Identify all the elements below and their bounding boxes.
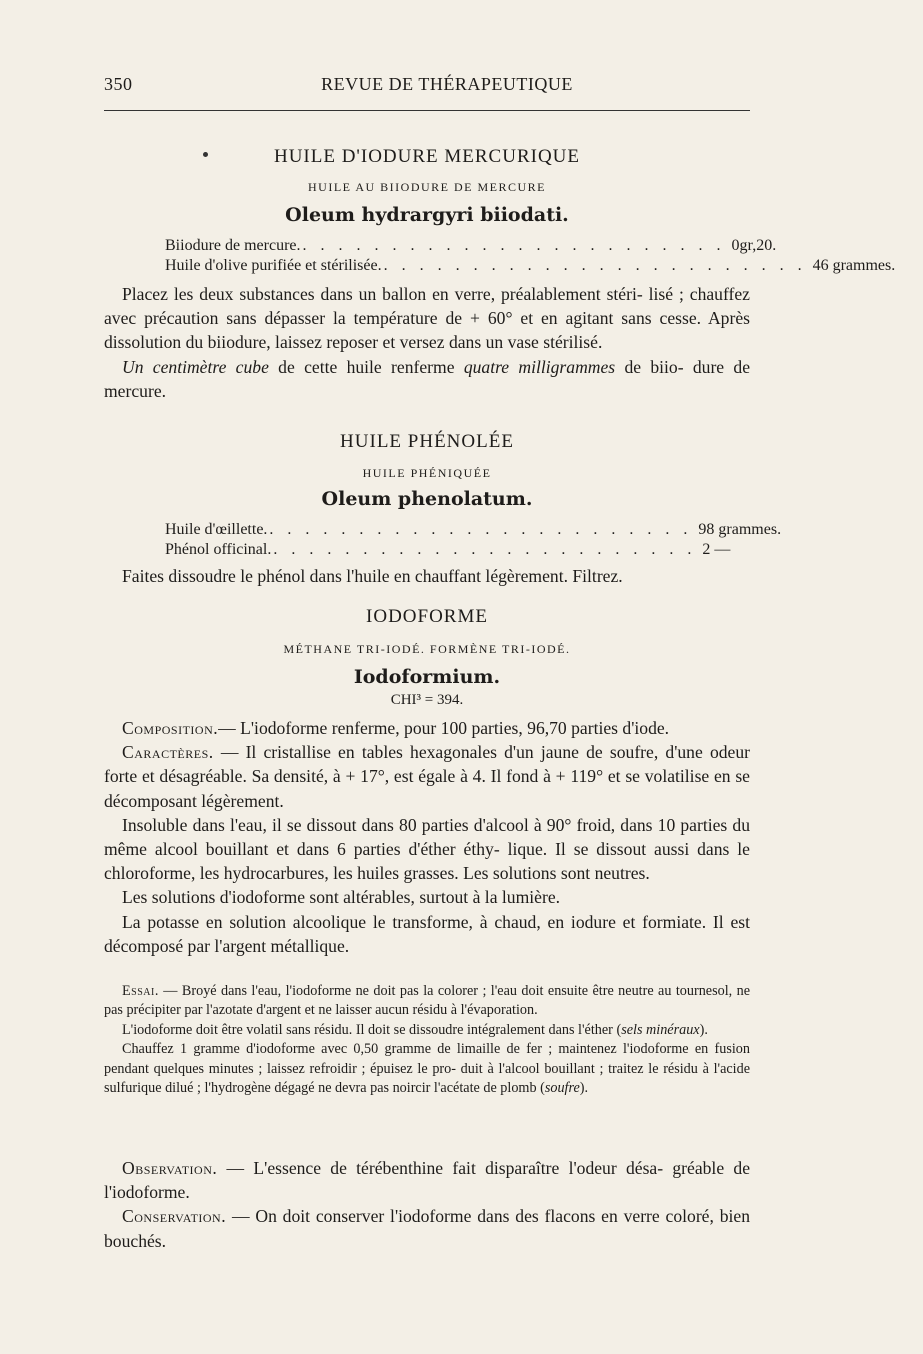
text-span: L'iodoforme doit être volatil sans résidu. Il doit se dissoudre intégralement dans l'éther ( [122, 1021, 622, 1038]
section-body-iodoforme [104, 716, 750, 958]
paragraph [104, 1156, 750, 1204]
section-subtitle-huile-iodure: HUILE AU BIIODURE DE MERCURE [308, 180, 546, 194]
paragraph [104, 1040, 750, 1098]
italic-text: quatre milligrammes [463, 356, 616, 377]
ingredient-row [165, 540, 731, 560]
paragraph: Placez les deux substances dans un ballon en verre, préalablement stéri- lisé ; chauffez avec précaution sans dépasser la température de + 60° et en agitant sans cesse. Après dissolution du biiodure, laissez reposer et versez dans un vase stérilisé. [104, 284, 750, 353]
section-title-huile-iodure: HUILE D'IODURE MERCURIQUE [273, 146, 580, 167]
text-span: — L'essence de térébenthine fait disparaître l'odeur désa- gréable de l'iodoforme. [104, 1158, 750, 1203]
ingredient-row [165, 520, 782, 540]
latin-name-huile-phenolee: Oleum phenolatum. [321, 488, 533, 510]
label-essai: Essai. [122, 983, 159, 999]
leader-dots: . . . . . . . . . . . . . . . . . . . . . . . . [273, 541, 697, 558]
recipe-huile-iodure [165, 236, 896, 276]
section-title-huile-phenolee: HUILE PHÉNOLÉE [340, 431, 514, 452]
running-header [104, 74, 750, 102]
ingredient-name: Biiodure de mercure. [165, 237, 301, 254]
text-span: Chauffez 1 gramme d'iodoforme avec 0,50 gramme de limaille de fer ; maintenez l'iodoforme en fusion pendant quelques minutes ; laissez refroidir ; épuisez le pro- duit à l'alcool bouillant ; traitez le résidu à l'acide sulfurique dilué ; l'hydrogène dégagé ne devra pas noircir l'acétate de plomb ( [104, 1041, 750, 1097]
paragraph [104, 1021, 750, 1040]
section-title-iodoforme: IODOFORME [366, 606, 488, 627]
leader-dots: . . . . . . . . . . . . . . . . . . . . . . . . [383, 257, 807, 274]
section-body-huile-iodure [104, 282, 750, 403]
ingredient-name: Huile d'œillette. [165, 521, 268, 538]
paragraph [104, 355, 750, 403]
ingredient-name: Huile d'olive purifiée et stérilisée. [165, 257, 382, 274]
latin-name-iodoforme: Iodoformium. [353, 666, 501, 688]
text-span: — Il cristallise en tables hexagonales d'un jaune de soufre, d'une odeur forte et désagréable. Sa densité, à + 17°, est égale à 4. Il fond à + 119° et se volatilise en se décomposant légèrement. [104, 742, 750, 811]
text-span: — L'iodoforme renferme, pour 100 parties, 96,70 parties d'iode. [218, 718, 670, 738]
ingredient-qty: 98 grammes. [698, 521, 782, 538]
paragraph [104, 982, 750, 1021]
ingredient-name: Phénol officinal. [165, 541, 272, 558]
paragraph [104, 716, 750, 740]
label-composition: Composition. [122, 718, 219, 738]
italic-text: Un centimètre cube [122, 356, 269, 377]
ingredient-qty: 0gr,20. [731, 237, 777, 254]
text-span: — On doit conserver l'iodoforme dans des flacons en verre coloré, bien bouchés. [104, 1206, 750, 1251]
paragraph: Les solutions d'iodoforme sont altérables, surtout à la lumière. [122, 887, 561, 908]
paragraph [104, 740, 750, 813]
paragraph: Faites dissoudre le phénol dans l'huile en chauffant légèrement. Filtrez. [122, 566, 623, 586]
italic-text: soufre [544, 1080, 580, 1097]
ingredient-row [165, 236, 777, 256]
text-span: — Broyé dans l'eau, l'iodoforme ne doit pas la colorer ; l'eau doit ensuite être neutre au tournesol, ne pas précipiter par l'azotate d'argent et ne laisser aucun résidu à l'évaporation. [104, 983, 750, 1019]
text-span: de cette huile renferme [268, 356, 464, 377]
text-span: de biio- dure de mercure. [104, 356, 751, 401]
recipe-huile-phenolee [165, 520, 782, 560]
chemical-formula: CHI³ = 394. [390, 692, 464, 708]
section-subtitle-huile-phenolee: HUILE PHÉNIQUÉE [362, 466, 492, 480]
observation-block [104, 1156, 750, 1253]
section-body-huile-phenolee [104, 564, 750, 588]
text-span: ). [579, 1080, 589, 1097]
essai-block [104, 982, 750, 1098]
paragraph: La potasse en solution alcoolique le transforme, à chaud, en iodure et formiate. Il est décomposé par l'argent métallique. [104, 911, 750, 956]
header-rule [104, 110, 750, 111]
latin-name-huile-iodure: Oleum hydrargyri biiodati. [285, 204, 569, 226]
ingredient-qty: 2 — [702, 541, 731, 558]
leader-dots: . . . . . . . . . . . . . . . . . . . . . . . . [269, 521, 693, 538]
paragraph [104, 1204, 750, 1252]
page-number: 350 [104, 74, 133, 94]
paragraph: Insoluble dans l'eau, il se dissout dans 80 parties d'alcool à 90° froid, dans 10 parties du même alcool bouillant et dans 6 parties d'éther éthy- lique. Il se dissout aussi dans le chloroforme, les hydrocarbures, les huiles grasses. Les solutions sont neutres. [104, 814, 750, 884]
ingredient-row [165, 256, 896, 276]
label-conservation: Conservation. [122, 1206, 227, 1227]
text-span: ). [699, 1021, 708, 1038]
label-observation: Observation. [122, 1158, 218, 1178]
leader-dots: . . . . . . . . . . . . . . . . . . . . . . . . [302, 237, 726, 254]
label-caracteres: Caractères. [122, 742, 214, 763]
ingredient-qty: 46 grammes. [812, 257, 896, 274]
running-title: REVUE DE THÉRAPEUTIQUE [321, 74, 573, 94]
italic-text: sels minéraux [621, 1021, 700, 1038]
section-subtitle-iodoforme: MÉTHANE TRI-IODÉ. FORMÈNE TRI-IODÉ. [283, 642, 571, 656]
